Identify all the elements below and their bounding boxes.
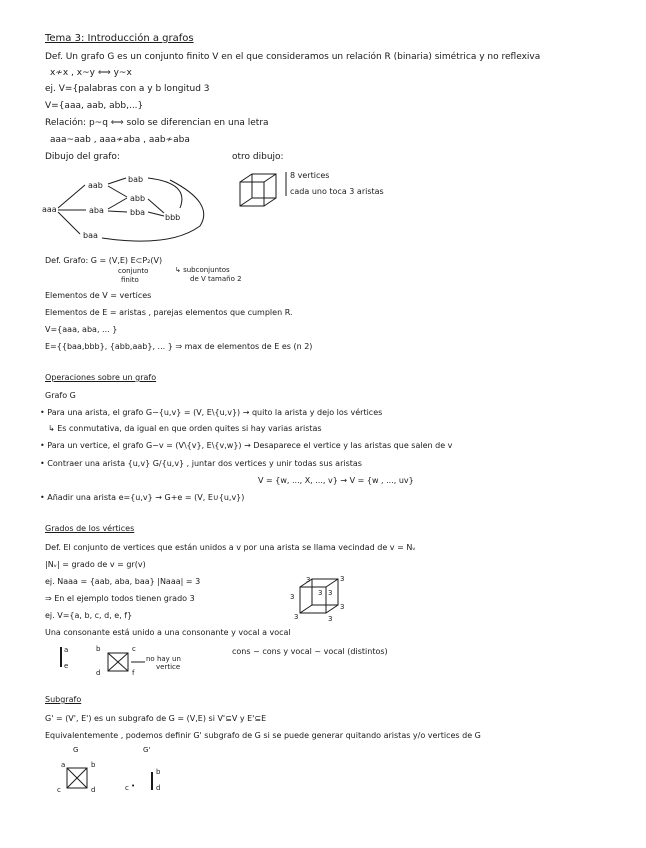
e-example: E={{baa,bbb}, {abb,aab}, ... } ⇒ max de elementos de E es (n 2)	[45, 342, 313, 351]
degree-cube-drawing	[290, 573, 350, 623]
other-drawing-label: otro dibujo:	[232, 152, 284, 162]
note-conjunto: conjunto	[118, 267, 149, 275]
degree-label: 3	[306, 576, 311, 584]
vertice-note: vertice	[156, 663, 181, 671]
node-aab: aab	[88, 181, 103, 190]
note-tamano: de V tamaño 2	[190, 275, 242, 283]
definition-line-2: x≁x , x~y ⟺ y~x	[50, 68, 132, 78]
degrees-line-6: Una consonante está unido a una consonante y vocal a vocal	[45, 628, 291, 637]
node-bba: bba	[130, 208, 146, 217]
cube-note-edges: cada uno toca 3 aristas	[290, 187, 384, 196]
node-bbb: bbb	[165, 213, 181, 222]
definition-line-4: V={aaa, aab, abb,...}	[45, 101, 144, 111]
operation-add-edge: • Añadir una arista e={u,v} → G+e = (V, E∪{u,v})	[40, 493, 245, 502]
word-graph-drawing	[40, 168, 215, 248]
degrees-title: Grados de los vértices	[45, 524, 135, 533]
degree-label: 3	[290, 593, 295, 601]
g-node-d: d	[91, 786, 96, 794]
operation-contract: • Contraer una arista {u,v} G/{u,v} , juntar dos vertices y unir todas sus aristas	[40, 459, 362, 468]
operations-title: Operaciones sobre un grafo	[45, 373, 157, 382]
gp-node-dot: •	[131, 782, 136, 790]
node-baa: baa	[83, 231, 98, 240]
definition-line-5: Relación: p~q ⟺ solo se diferencian en una letra	[45, 118, 269, 128]
node-bab: bab	[128, 175, 144, 184]
note-finito: finito	[121, 276, 139, 284]
vowel-consonant-drawing	[58, 643, 208, 683]
subgraph-line-2: Equivalentemente , podemos definir G' subgrafo de G si se puede generar quitando aristas y/o vertices de G	[45, 731, 481, 740]
definition-line-6: aaa~aab , aaa≁aba , aab≁aba	[50, 135, 190, 145]
definition-line-3: ej. V={palabras con a y b longitud 3	[45, 84, 210, 94]
degree-label: 3	[328, 615, 333, 623]
subgraph-drawing	[55, 744, 205, 799]
vertices-def: Elementos de V = vertices	[45, 291, 152, 300]
g-node-b: b	[91, 761, 96, 769]
gp-node-d: d	[156, 784, 161, 792]
cube-drawing	[238, 172, 298, 217]
degrees-line-7: cons ~ cons y vocal ~ vocal (distintos)	[232, 647, 388, 656]
node-d: d	[96, 669, 101, 677]
node-aaa: aaa	[42, 205, 57, 214]
definition-line-1: Def. Un grafo G es un conjunto finito V en el que consideramos un relación R (binaria) simétrica y no reflexiva	[45, 52, 541, 62]
gp-node-b: b	[156, 768, 161, 776]
v-example: V={aaa, aba, ... }	[45, 325, 118, 334]
degree-label: 3	[340, 603, 345, 611]
gp-node-c: c	[125, 784, 129, 792]
cube-note-vertices: 8 vertices	[290, 171, 330, 180]
node-c: c	[132, 645, 136, 653]
node-b: b	[96, 645, 101, 653]
degree-label: 3	[340, 575, 345, 583]
node-f: f	[132, 669, 135, 677]
node-abb: abb	[130, 194, 146, 203]
graph-g-label: G	[73, 746, 79, 754]
degrees-line-3: ej. Naaa = {aab, aba, baa} |Naaa| = 3	[45, 577, 201, 586]
degree-label: 3	[318, 589, 323, 597]
operation-commutative: ↳ Es conmutativa, da igual en que orden quites si hay varias aristas	[48, 424, 322, 433]
graph-gprime-label: G'	[143, 746, 151, 754]
subgraph-line-1: G' = (V', E') es un subgrafo de G = (V,E) si V'⊆V y E'⊆E	[45, 714, 267, 723]
degrees-line-4: ⇒ En el ejemplo todos tienen grado 3	[45, 594, 195, 603]
page-title: Tema 3: Introducción a grafos	[45, 33, 194, 44]
degrees-line-1: Def. El conjunto de vertices que están unidos a v por una arista se llama vecindad de v = Nᵥ	[45, 543, 416, 552]
operation-remove-vertex: • Para un vertice, el grafo G−v = (V\{v}, E\{v,w}) → Desaparece el vertice y las aristas que salen de v	[40, 441, 453, 450]
edges-def: Elementos de E = aristas , parejas elementos que cumplen R.	[45, 308, 293, 317]
degree-label: 3	[328, 589, 333, 597]
no-hay-note: no hay un	[146, 655, 181, 663]
operation-remove-edge: • Para una arista, el grafo G−{u,v} = (V, E\{u,v}) → quito la arista y dejo los vértices	[40, 408, 383, 417]
operations-graph: Grafo G	[45, 391, 76, 400]
formal-def-line: Def. Grafo: G = (V,E) E⊂P₂(V)	[45, 256, 163, 265]
operation-contract-sets: V = {w, ..., X, ..., v} → V = {w , ..., uv}	[258, 476, 414, 485]
node-aba: aba	[89, 206, 104, 215]
node-e: e	[64, 662, 69, 670]
degrees-line-5: ej. V={a, b, c, d, e, f}	[45, 611, 133, 620]
g-node-c: c	[57, 786, 61, 794]
graph-drawing-label: Dibujo del grafo:	[45, 152, 120, 162]
degree-label: 3	[294, 613, 299, 621]
node-a: a	[64, 646, 69, 654]
degrees-line-2: |Nᵥ| = grado de v = gr(v)	[45, 560, 146, 569]
g-node-a: a	[61, 761, 66, 769]
subgraph-title: Subgrafo	[45, 695, 82, 704]
note-subconjuntos: ↳ subconjuntos	[175, 266, 230, 274]
